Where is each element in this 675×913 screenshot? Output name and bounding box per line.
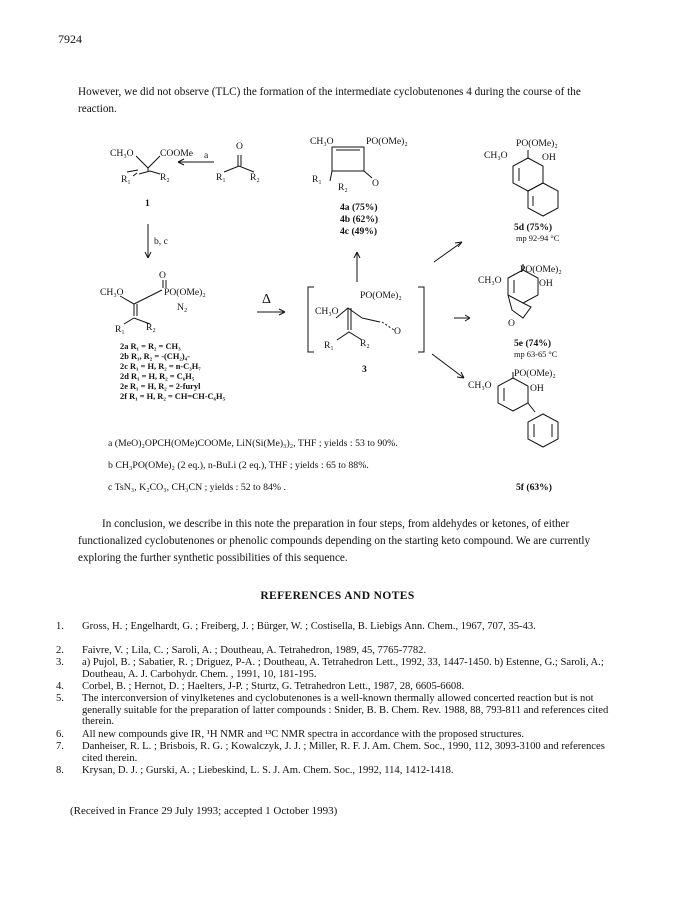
reference-number: 4. [56, 681, 64, 692]
c3-r2: R₂ [360, 338, 370, 349]
reference-number: 6. [56, 729, 64, 740]
c1-r1: R₁ [121, 174, 131, 185]
reference-item [56, 645, 622, 657]
intro-paragraph: However, we did not observe (TLC) the formation of the intermediate cyclobutenones 4 during the course of the reaction. [78, 86, 581, 115]
c5e-o: O [508, 318, 515, 329]
c2-n2: N₂ [177, 302, 188, 313]
step-bc-label: b, c [154, 236, 168, 247]
c4-yield-a: 4a (75%) [340, 202, 378, 213]
step-a-label: a [204, 150, 209, 161]
c5e-label: 5e (74%) [514, 338, 552, 349]
reference-number: 1. [56, 621, 64, 632]
reference-text: a) Pujol, B. ; Sabatier, R. ; Driguez, P-A. ; Doutheau, A. Tetrahedron Lett., 1992, 33, 1447-1450. b) Estenne, G.; Saroli, A.; Doutheau, A. J. Carbohydr. Chem. , 1991, 10, 181-195. [82, 657, 604, 680]
ketone-r2: R₂ [250, 172, 260, 183]
reference-item [56, 765, 622, 777]
references-heading: REFERENCES AND NOTES [260, 590, 415, 602]
c4-ch3o: CH₃O [310, 136, 334, 147]
c5f-po: PO(OMe)₂ [514, 368, 556, 379]
c2-r2: R₂ [146, 322, 156, 333]
c4-o: O [372, 178, 379, 189]
c5e-mp: mp 63-65 °C [514, 350, 558, 359]
delta-symbol: Δ [262, 292, 272, 307]
reference-text: Gross, H. ; Engelhardt, G. ; Freiberg, J. ; Bürger, W. ; Costisella, B. Liebigs Ann. Chem., 1967, 707, 35-43. [82, 621, 536, 632]
c2-list-d: 2d R₁ = H, R₂ = C₆H₅ [120, 372, 195, 381]
c5e-oh: OH [539, 278, 553, 289]
c2-po: PO(OMe)₂ [164, 287, 206, 298]
c4-r2: R₂ [338, 182, 348, 193]
c3-po: PO(OMe)₂ [360, 290, 402, 301]
c3-r1: R₁ [324, 340, 334, 351]
c5d-mp: mp 92-94 °C [516, 234, 560, 243]
reference-item [56, 657, 622, 681]
reference-number: 8. [56, 765, 64, 776]
c2-list-c: 2c R₁ = H, R₂ = n-C₃H₇ [120, 362, 201, 371]
reference-text: The interconversion of vinylketenes and cyclobutenones is a well-known thermally allowed concerted reaction but is not generally suitable for the preparation of latter compounds : Snider, B. B. Chem. Rev. 1988, 88, 793-811 and references cited therein. [82, 693, 609, 728]
c5f-ch3o: CH₃O [468, 380, 492, 391]
reference-number: 3. [56, 657, 64, 668]
c2-list-b: 2b R₁, R₂ = -(CH₂)₄- [120, 352, 190, 361]
c5f-label: 5f (63%) [516, 482, 552, 493]
received-note: (Received in France 29 July 1993; accepted 1 October 1993) [70, 805, 338, 817]
c5f-oh: OH [530, 383, 544, 394]
c1-bonds [136, 156, 160, 168]
reference-number: 7. [56, 741, 64, 752]
c3-ch3o: CH₃O [315, 306, 339, 317]
c4-yield-b: 4b (62%) [340, 214, 379, 225]
c2-list-f: 2f R₁ = H, R₂ = CH=CH-C₆H₅ [120, 392, 226, 401]
ketone-r1: R₁ [216, 172, 226, 183]
condition-c: c TsN₃, K₂CO₃, CH₃CN ; yields : 52 to 84% . [108, 482, 286, 493]
reference-item [56, 693, 622, 729]
c5e-po: PO(OMe)₂ [520, 264, 562, 275]
c2-o: O [159, 270, 166, 281]
c5d-label: 5d (75%) [514, 222, 553, 233]
ketone-o: O [236, 141, 243, 152]
reference-text: Corbel, B. ; Hernot, D. ; Haelters, J-P. ; Sturtz, G. Tetrahedron Lett., 1987, 28, 6605-6608. [82, 681, 465, 692]
c5d-po: PO(OMe)₂ [516, 138, 558, 149]
condition-a: a (MeO)₂OPCH(OMe)COOMe, LiN(Si(Me)₃)₂, THF ; yields : 53 to 90%. [108, 438, 398, 449]
reference-item [56, 621, 622, 645]
c5d-oh: OH [542, 152, 556, 163]
c1-number: 1 [145, 198, 150, 209]
c1-coome: COOMe [160, 148, 194, 159]
reference-number: 5. [56, 693, 64, 704]
c3-number: 3 [362, 364, 367, 375]
reference-item [56, 729, 622, 741]
reference-text: Danheiser, R. L. ; Brisbois, R. G. ; Kowalczyk, J. J. ; Miller, R. F. J. Am. Chem. Soc., 1990, 112, 3093-3100 and references cited therein. [82, 741, 605, 764]
reference-text: All new compounds give IR, ¹H NMR and ¹³C NMR spectra in accordance with the proposed structures. [82, 729, 525, 740]
c1-r2: R₂ [160, 172, 170, 183]
c4-r1: R₁ [312, 174, 322, 185]
c2-list-a: 2a R₁ = R₂ = CH₃ [120, 342, 181, 351]
c1-ch3o: CH₃O [110, 148, 134, 159]
reference-text: Krysan, D. J. ; Gurski, A. ; Liebeskind, L. S. J. Am. Chem. Soc., 1992, 114, 1412-1418. [82, 765, 454, 776]
page-number: 7924 [58, 32, 82, 46]
reference-item [56, 681, 622, 693]
condition-b: b CH₃PO(OMe)₂ (2 eq.), n-BuLi (2 eq.), THF ; yields : 65 to 88%. [108, 460, 369, 471]
c2-r1: R₁ [115, 324, 125, 335]
c2-ch3o: CH₃O [100, 287, 124, 298]
reference-number: 2. [56, 645, 64, 656]
c4-po: PO(OMe)₂ [366, 136, 408, 147]
c5e-ch3o: CH₃O [478, 275, 502, 286]
c5d-ch3o: CH₃O [484, 150, 508, 161]
reference-text: Faivre, V. ; Lila, C. ; Saroli, A. ; Doutheau, A. Tetrahedron, 1989, 45, 7765-7782. [82, 645, 427, 656]
c3-o: O [394, 326, 401, 337]
c4-yield-c: 4c (49%) [340, 226, 378, 237]
conclusion-paragraph: In conclusion, we describe in this note the preparation in four steps, from aldehydes or ketones, of either functionalized cyclobutenones or phenolic compounds depending on the starting keto compound. We are currently exploring the further synthetic possibilities of this sequence. [78, 518, 591, 564]
c2-list-e: 2e R₁ = H, R₂ = 2-furyl [120, 382, 201, 391]
c4-ring [332, 147, 364, 171]
reference-item [56, 741, 622, 765]
